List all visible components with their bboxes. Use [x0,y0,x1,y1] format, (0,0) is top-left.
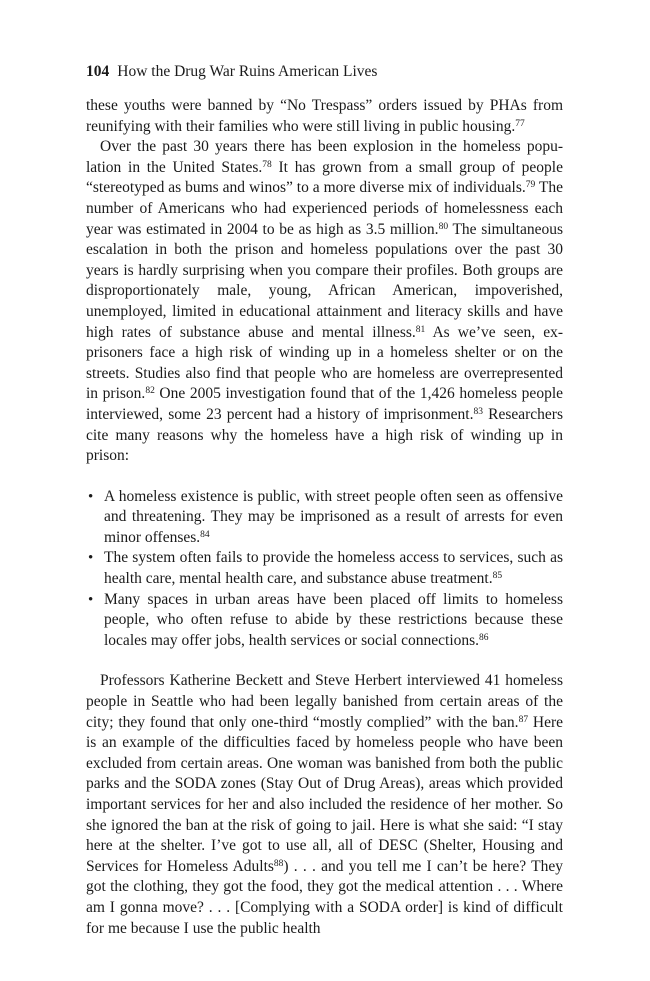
footnote-ref-81: 81 [415,324,426,335]
sentence: The simultaneous escalation in both the prison and homeless populations over the past 30 years is hardly surprising when you compare their profiles. Both groups are disproportionately male, young, African American, impoverished, unemployed, limited in educational attainment and literacy skills and have high rates of substance abuse and mental illness. [86,220,563,341]
sentence: The number of Americans who had experienced periods of homelessness each year was estimated in 2004 to be as high as 3.5 million. [86,179,563,238]
footnote-ref-79: 79 [525,180,536,191]
list-item-text: The system often fails to provide the homeless access to services, such as health care, mental health care, and substance abuse treatment. [104,549,563,588]
sentence: Professors Katherine Beckett and Steve Herbert interviewed 41 homeless people in Seattle who had been legally banished from certain areas of the city; they found that only one-third “mostly complied” with the ban. [86,672,563,731]
list-item [86,548,563,589]
footnote-ref-85: 85 [492,571,503,582]
bullet-marker: • [88,550,94,567]
sentence: Researchers cite many reasons why the homeless have a high risk of winding up in prison: [86,405,563,465]
footnote-ref-82: 82 [145,386,155,397]
list-item-text: Many spaces in urban areas have been placed off limits to homeless people, who often refuse to abide by these restrictions because these locales may offer jobs, health services or social connections. [104,590,563,649]
bullet-marker: • [88,591,94,608]
sentence: As we’ve seen, ex-prisoners face a high risk of winding up in a homeless shelter or on the streets. Studies also find that people who are homeless are overrepresented in prison. [86,323,563,403]
footnote-ref-78: 78 [262,159,272,170]
reasons-list [86,487,563,652]
footnote-ref-87: 87 [518,714,529,725]
running-header [86,62,377,82]
paragraph-homeless-population [86,137,563,467]
footnote-ref-84: 84 [200,529,210,540]
footnote-ref-86: 86 [479,632,489,643]
sentence: ) . . . and you tell me I can’t be here? They got the clothing, they got the food, they got the medical attention . . . Where am I gonna move? . . . [Complying with a SODA order] is kind of difficult for me because I use the public health [86,857,563,937]
paragraph-text: these youths were banned by “No Trespass” orders issued by PHAs from reunifying with their families who were still living in public housing. [86,97,563,135]
page-number: 104 [86,63,110,80]
footnote-ref-88: 88 [273,858,284,869]
list-item [86,487,563,549]
footnote-ref-80: 80 [438,221,449,232]
body-text [86,96,563,939]
sentence: It has grown from a small group of people “stereotyped as bums and winos” to a more diverse mix of individuals. [86,158,563,197]
running-title: How the Drug War Ruins American Lives [117,63,378,80]
sentence: Here is an example of the difficulties faced by homeless people who have been excluded from certain areas. One woman was banished from both the public parks and the SODA zones (Stay Out of Drug Areas), areas which provided important services for her and also included the residence of her mother. So she ignored the ban at the risk of going to jail. Here is what she said: “I stay here at the shelter. I’ve got to use all, all of DESC (Shelter, Housing and Services for Homeless Adults [86,713,563,875]
list-item [86,590,563,652]
paragraph-beckett-herbert [86,671,563,939]
sentence: Over the past 30 years there has been explosion in the homeless population in the United States. [86,138,563,176]
paragraph-continuation [86,96,563,137]
bullet-marker: • [88,488,94,505]
footnote-ref-77: 77 [515,118,525,129]
list-item-text: A homeless existence is public, with street people often seen as offensive and threatening. They may be imprisoned as a result of arrests for even minor offenses. [104,487,563,546]
footnote-ref-83: 83 [473,406,483,417]
sentence: One 2005 investigation found that of the 1,426 homeless people interviewed, some 23 percent had a history of imprisonment. [86,385,564,423]
